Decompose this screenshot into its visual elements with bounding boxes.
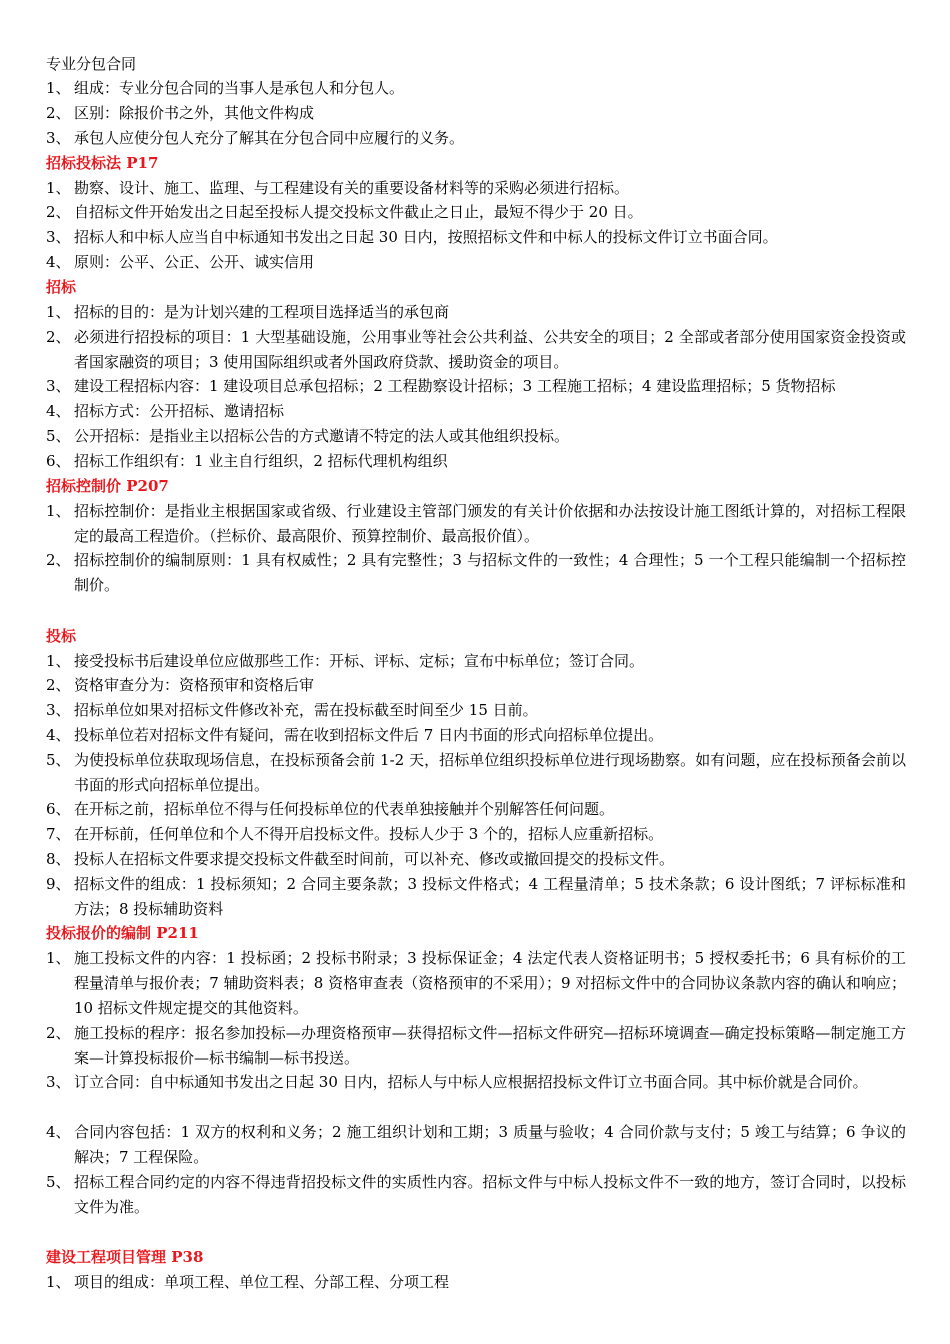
item-number: 3、: [46, 701, 71, 719]
item-number: 4、: [46, 726, 71, 744]
section-heading: 招标控制价 P207: [46, 477, 169, 495]
item-number: 9、: [46, 875, 71, 893]
item-number: 2、: [46, 328, 71, 346]
item-text: 招标单位如果对招标文件修改补充，需在投标截至时间至少 15 日前。: [74, 701, 538, 719]
item-text: 合同内容包括：1 双方的权利和义务；2 施工组织计划和工期；3 质量与验收；4 合同价款与支付；5 竣工与结算；6 争议的解决；7 工程保险。: [74, 1123, 906, 1166]
item-text: 原则：公平、公正、公开、诚实信用: [74, 253, 315, 271]
item-number: 6、: [46, 452, 71, 470]
item-text: 勘察、设计、施工、监理、与工程建设有关的重要设备材料等的采购必须进行招标。: [74, 179, 630, 197]
section-heading: 招标: [46, 278, 77, 296]
item-number: 1、: [46, 949, 71, 967]
item-text: 招标控制价的编制原则：1 具有权威性；2 具有完整性；3 与招标文件的一致性；4 合理性；5 一个工程只能编制一个招标控制价。: [74, 551, 906, 594]
item-number: 4、: [46, 253, 71, 271]
item-number: 5、: [46, 1173, 71, 1191]
item-text: 投标人在招标文件要求提交投标文件截至时间前，可以补充、修改或撤回提交的投标文件。: [74, 850, 675, 868]
item-number: 1、: [46, 502, 71, 520]
item-text: 施工投标的程序：报名参加投标—办理资格预审—获得招标文件—招标文件研究—招标环境调查—确定投标策略—制定施工方案—计算投标报价—标书编制—标书投送。: [74, 1024, 906, 1067]
item-text: 组成：专业分包合同的当事人是承包人和分包人。: [74, 79, 405, 97]
item-text: 施工投标文件的内容：1 投标函；2 投标书附录；3 投标保证金；4 法定代表人资格证明书；5 授权委托书；6 具有标价的工程量清单与报价表；7 辅助资料表；8 资格审查表（资格预审的不采用）；9 对招标文件中的合同协议条款内容的确认和响应；10 招标文件规定提交的其他资料。: [74, 949, 906, 1017]
item-text: 招标方式：公开招标、邀请招标: [74, 402, 285, 420]
item-number: 3、: [46, 1073, 71, 1091]
item-number: 4、: [46, 1123, 71, 1141]
item-text: 招标工作组织有：1 业主自行组织，2 招标代理机构组织: [74, 452, 448, 470]
item-number: 2、: [46, 676, 71, 694]
item-number: 1、: [46, 79, 71, 97]
item-text: 招标控制价：是指业主根据国家或省级、行业建设主管部门颁发的有关计价依据和办法按设计施工图纸计算的，对招标工程限定的最高工程造价。（拦标价、最高限价、预算控制价、最高报价值）。: [74, 502, 906, 545]
item-text: 投标单位若对招标文件有疑问，需在收到招标文件后 7 日内书面的形式向招标单位提出。: [74, 726, 664, 744]
item-text: 公开招标：是指业主以招标公告的方式邀请不特定的法人或其他组织投标。: [74, 427, 570, 445]
item-number: 1、: [46, 652, 71, 670]
item-text: 为使投标单位获取现场信息，在投标预备会前 1-2 天，招标单位组织投标单位进行现场勘察。如有问题，应在投标预备会前以书面的形式向招标单位提出。: [74, 751, 906, 794]
item-text: 招标的目的：是为计划兴建的工程项目选择适当的承包商: [74, 303, 450, 321]
item-number: 8、: [46, 850, 71, 868]
item-text: 建设工程招标内容：1 建设项目总承包招标；2 工程勘察设计招标；3 工程施工招标；4 建设监理招标；5 货物招标: [74, 377, 836, 395]
item-text: 接受投标书后建设单位应做那些工作：开标、评标、定标；宣布中标单位；签订合同。: [74, 652, 645, 670]
item-number: 6、: [46, 800, 71, 818]
item-text: 在开标之前，招标单位不得与任何投标单位的代表单独接触并个别解答任何问题。: [74, 800, 615, 818]
item-number: 2、: [46, 551, 71, 569]
item-number: 1、: [46, 179, 71, 197]
item-number: 4、: [46, 402, 71, 420]
item-number: 1、: [46, 1273, 71, 1291]
item-number: 3、: [46, 377, 71, 395]
item-number: 5、: [46, 427, 71, 445]
item-number: 3、: [46, 129, 71, 147]
item-number: 2、: [46, 104, 71, 122]
item-number: 7、: [46, 825, 71, 843]
item-text: 招标工程合同约定的内容不得违背招投标文件的实质性内容。招标文件与中标人投标文件不一致的地方，签订合同时，以投标文件为准。: [74, 1173, 906, 1216]
section-heading: 投标报价的编制 P211: [46, 924, 199, 942]
section-heading: 投标: [46, 627, 77, 645]
section-heading: 招标投标法 P17: [46, 154, 159, 172]
item-text: 订立合同：自中标通知书发出之日起 30 日内，招标人与中标人应根据招投标文件订立书面合同。其中标价就是合同价。: [74, 1073, 868, 1091]
item-text: 项目的组成：单项工程、单位工程、分部工程、分项工程: [74, 1273, 450, 1291]
item-text: 区别：除报价书之外，其他文件构成: [74, 104, 315, 122]
item-text: 承包人应使分包人充分了解其在分包合同中应履行的义务。: [74, 129, 465, 147]
item-text: 必须进行招投标的项目：1 大型基础设施，公用事业等社会公共利益、公共安全的项目；2 全部或者部分使用国家资金投资或者国家融资的项目；3 使用国际组织或者外国政府贷款、援助资金的项目。: [74, 328, 906, 371]
doc-title: 专业分包合同: [46, 55, 137, 73]
item-text: 招标人和中标人应当自中标通知书发出之日起 30 日内，按照招标文件和中标人的投标文件订立书面合同。: [74, 228, 778, 246]
item-number: 2、: [46, 1024, 71, 1042]
item-number: 5、: [46, 751, 71, 769]
item-text: 招标文件的组成：1 投标须知；2 合同主要条款；3 投标文件格式；4 工程量清单；5 技术条款；6 设计图纸；7 评标标准和方法；8 投标辅助资料: [74, 875, 906, 918]
item-number: 3、: [46, 228, 71, 246]
section-heading: 建设工程项目管理 P38: [46, 1248, 204, 1266]
item-number: 1、: [46, 303, 71, 321]
item-number: 2、: [46, 203, 71, 221]
item-text: 资格审查分为：资格预审和资格后审: [74, 676, 315, 694]
item-text: 自招标文件开始发出之日起至投标人提交投标文件截止之日止，最短不得少于 20 日。: [74, 203, 643, 221]
item-text: 在开标前，任何单位和个人不得开启投标文件。投标人少于 3 个的，招标人应重新招标。: [74, 825, 664, 843]
